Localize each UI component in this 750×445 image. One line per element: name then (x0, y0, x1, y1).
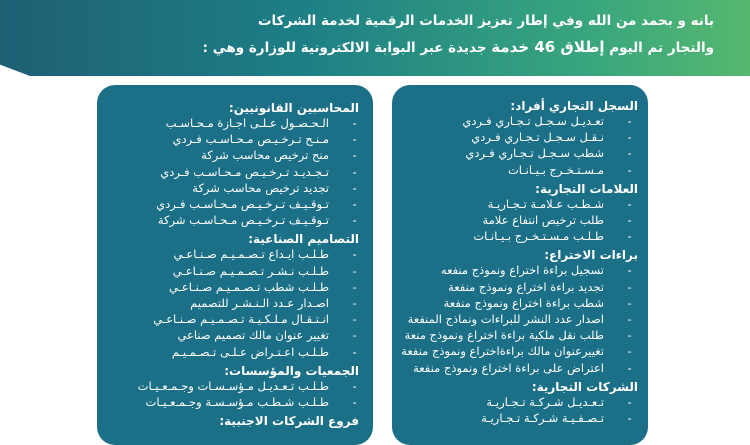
service-list (392, 196, 648, 245)
service-list (392, 394, 648, 426)
services-card-left (97, 85, 373, 445)
service-section (392, 248, 648, 375)
service-item: - مـنـح تـرخـيـص مـحـاسـب فـردي (97, 131, 359, 147)
service-item: - طـلـب مـسـتـخـرج بـيـانـات (392, 228, 634, 244)
service-item: - طـلـب شـطـب مـؤسـسـة وجـمـعـيـات (97, 394, 359, 410)
service-item: - طـلـب نـشـر تـصـمـيـم صـنـاعـي (97, 263, 359, 279)
section-title: فروع الشركات الاجنبية: (219, 414, 359, 429)
service-item: - طـلـب ايـداع تـصـمـيـم صـنـاعـي (97, 246, 359, 262)
service-item: - اصدار عدد النشر للبراءات ونماذج المنفعة (392, 311, 634, 327)
service-list (97, 115, 373, 228)
service-item: - تغييرعنوان مالك براءةاختراع ونموذج منفعة (392, 343, 634, 359)
intro-line-2-start: والتجار تم اليوم (604, 40, 714, 56)
service-section (392, 182, 648, 245)
service-item: - طلب نقل ملكية براءة اختراع ونموذج منعة (392, 327, 634, 343)
service-section (97, 364, 373, 410)
service-item: - طـلـب شطب تـصـمـيـم صـنـاعـي (97, 279, 359, 295)
service-item: - اعتراض على براءة اختراع ونموذج منفعة (392, 360, 634, 376)
intro-text (74, 8, 714, 61)
service-item: - تـجـديـد تـرخـيـص مـحـاسـب فـردي (97, 164, 359, 180)
section-title: الشركات التجارية: (531, 379, 638, 394)
section-title: التصاميم الصناعية: (248, 232, 359, 247)
service-list (97, 378, 373, 410)
service-item: - مـسـتـخـرج بـيـانـات (392, 162, 634, 178)
section-title: المحاسبين القانونيين: (228, 101, 359, 115)
service-item: - طلب ترخيص انتفاع علامة (392, 212, 634, 228)
intro-highlight: إطلاق 46 خدمة (491, 38, 605, 56)
service-section (97, 414, 373, 428)
section-title: براءات الاختراع: (544, 248, 638, 263)
service-item: - شطب براءة اختراع ونموذج منفعة (392, 295, 634, 311)
intro-line-2 (74, 34, 714, 61)
service-list (392, 113, 648, 178)
section-title: السجل التجاري أفراد: (510, 99, 638, 113)
service-item: - الـحـصـول عـلـى اجـازة مـحـاسـب (97, 115, 359, 131)
section-title: الجمعيات والمؤسسات: (224, 363, 359, 378)
service-item: - شطب سـجـل تـجـاري فـردي (392, 145, 634, 161)
service-item: - انـتـقـال مـلـكـيـة تـصـمـيـم صـنـاعـي (97, 311, 359, 327)
service-section (392, 99, 648, 178)
service-item: - اصـدار عـدد الـنـشـر للتصميم (97, 295, 359, 311)
service-item: - منح ترخيص محاسب شركة (97, 147, 359, 163)
service-section (97, 101, 373, 228)
service-item: - طـلـب تـعـديـل مـؤسـسـات وجـمـعـيـات (97, 378, 359, 394)
service-item: - تـصـفـيـة شـركـة تـجـاريـة (392, 410, 634, 426)
service-item: - تـوقـيـف تـرخـيـص مـحـاسـب شركة (97, 212, 359, 228)
service-item: - تجديد ترخيص محاسب شركة (97, 180, 359, 196)
service-item: - شـطـب عـلامـة تـجـاريـة (392, 196, 634, 212)
intro-line-1: بانه و بحمد من الله وفي إطار تعزيز الخدمات الرقمية لخدمة الشركات (257, 13, 714, 29)
service-item: - تسجيل براءة اختراع ونموذج منفعه (392, 262, 634, 278)
service-list (392, 262, 648, 375)
service-item: - نـقـل سـجـل تـجـاري فـردي (392, 129, 634, 145)
services-card-right (392, 85, 648, 445)
service-list (97, 246, 373, 359)
service-section (97, 232, 373, 359)
service-item: - تـوقـيـف تـرخـيـص مـحـاسـب فـردي (97, 196, 359, 212)
service-item: - تغيير عنوان مالك تصميم صناعي (97, 327, 359, 343)
service-item: - تـعـديـل شـركـة تـجـاريـة (392, 394, 634, 410)
section-title: العلامات التجارية: (535, 181, 638, 196)
service-item: - تعـديـل سـجـل تـجـاري فـردي (392, 113, 634, 129)
intro-line-2-end: جديدة عبر البوابة الالكترونية للوزارة وهي : (202, 40, 492, 56)
service-item: - طـلـب اعـتـراض عـلـى تـصـمـيـم (97, 344, 359, 360)
service-section (392, 380, 648, 426)
service-item: - تجديد براءة اختراع ونموذج منفعة (392, 279, 634, 295)
